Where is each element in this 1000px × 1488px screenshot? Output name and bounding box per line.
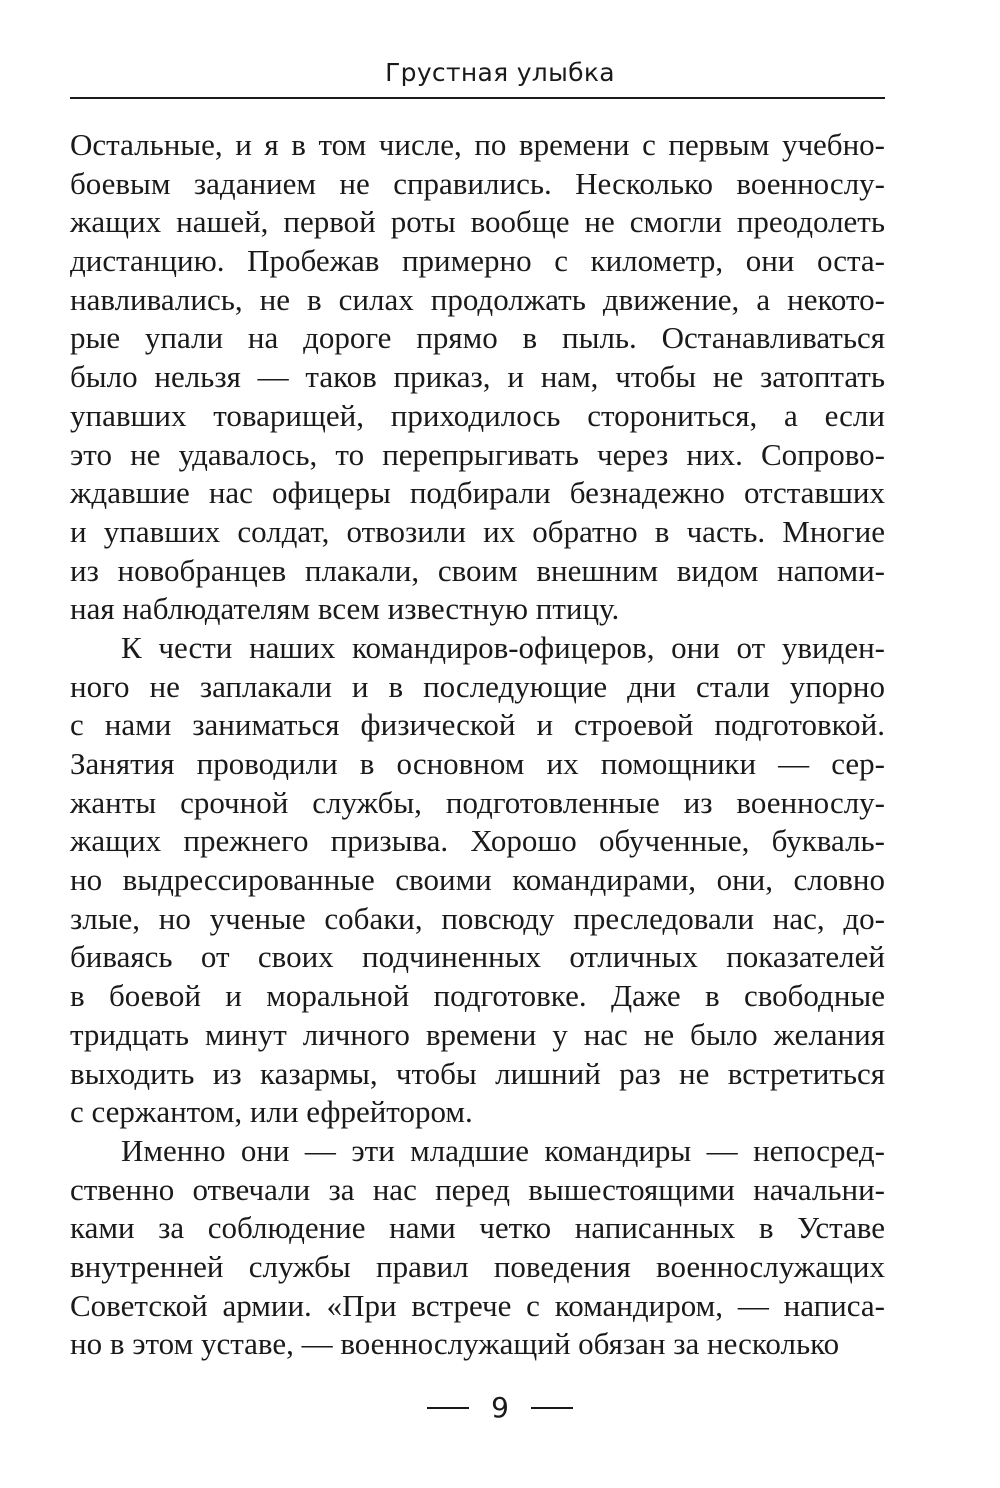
text-line: ная наблюдателям всем известную птицу. bbox=[70, 591, 620, 627]
text-line: но выдрессированные своими командирами, они, словно bbox=[70, 862, 885, 898]
text-line: боевым заданием не справились. Несколько военнослу- bbox=[70, 165, 885, 201]
text-line: выходить из казармы, чтобы лишний раз не встретиться bbox=[70, 1055, 885, 1091]
text-line: но в этом уставе, — военнослужащий обязан за несколько bbox=[70, 1326, 840, 1362]
text-line: жащих нашей, первой роты вообще не смогли преодолеть bbox=[70, 204, 885, 240]
text-line: Именно они — эти младшие командиры — непосред- bbox=[121, 1132, 885, 1168]
paragraph bbox=[70, 629, 885, 1132]
text-line: тридцать минут личного времени у нас не было желания bbox=[70, 1016, 885, 1052]
text-line: Занятия проводили в основном их помощники — сер- bbox=[70, 746, 885, 781]
text-line: в боевой и моральной подготовке. Даже в свободные bbox=[70, 978, 885, 1014]
text-line: навливались, не в силах продолжать движение, а некото- bbox=[70, 281, 885, 317]
text-line: К чести наших командиров-офицеров, они от увиден- bbox=[121, 629, 885, 665]
paragraph bbox=[70, 126, 885, 629]
folio-dash-right bbox=[531, 1407, 573, 1409]
paragraph bbox=[70, 1132, 885, 1364]
text-line: упавших товарищей, приходилось сторониться, а если bbox=[70, 397, 885, 433]
page-number-footer bbox=[0, 1392, 1000, 1424]
text-line: ного не заплакали и в последующие дни стали упорно bbox=[70, 668, 885, 704]
folio-dash-left bbox=[427, 1407, 469, 1409]
page-number: 9 bbox=[491, 1391, 509, 1424]
text-line: ственно отвечали за нас перед вышестоящими начальни- bbox=[70, 1171, 885, 1207]
text-line: биваясь от своих подчиненных отличных показателей bbox=[70, 939, 885, 975]
body-text bbox=[70, 126, 885, 1364]
running-head: Грустная улыбка bbox=[385, 58, 615, 87]
text-line: было нельзя — таков приказ, и нам, чтобы не затоптать bbox=[70, 359, 885, 395]
text-line: с сержантом, или ефрейтором. bbox=[70, 1094, 473, 1130]
text-line: ками за соблюдение нами четко написанных в Уставе bbox=[70, 1210, 885, 1246]
text-line: из новобранцев плакали, своим внешним видом напоми- bbox=[70, 552, 885, 588]
header-rule bbox=[70, 97, 885, 99]
text-line: с нами заниматься физической и строевой подготовкой. bbox=[70, 707, 885, 743]
text-line: и упавших солдат, отвозили их обратно в часть. Многие bbox=[70, 513, 885, 549]
text-line: ждавшие нас офицеры подбирали безнадежно отставших bbox=[70, 475, 885, 511]
text-line: жанты срочной службы, подготовленные из военнослу- bbox=[70, 784, 885, 820]
text-line: злые, но ученые собаки, повсюду преследовали нас, до- bbox=[70, 900, 885, 936]
text-line: Остальные, и я в том числе, по времени с первым учебно- bbox=[70, 127, 885, 162]
text-line: рые упали на дороге прямо в пыль. Останавливаться bbox=[70, 320, 885, 356]
text-line: Советской армии. «При встрече с командиром, — написа- bbox=[70, 1287, 885, 1323]
text-line: дистанцию. Пробежав примерно с километр, они оста- bbox=[70, 243, 885, 279]
text-line: это не удавалось, то перепрыгивать через них. Сопрово- bbox=[70, 436, 885, 472]
text-line: внутренней службы правил поведения военнослужащих bbox=[70, 1248, 885, 1284]
text-line: жащих прежнего призыва. Хорошо обученные, букваль- bbox=[70, 823, 885, 859]
